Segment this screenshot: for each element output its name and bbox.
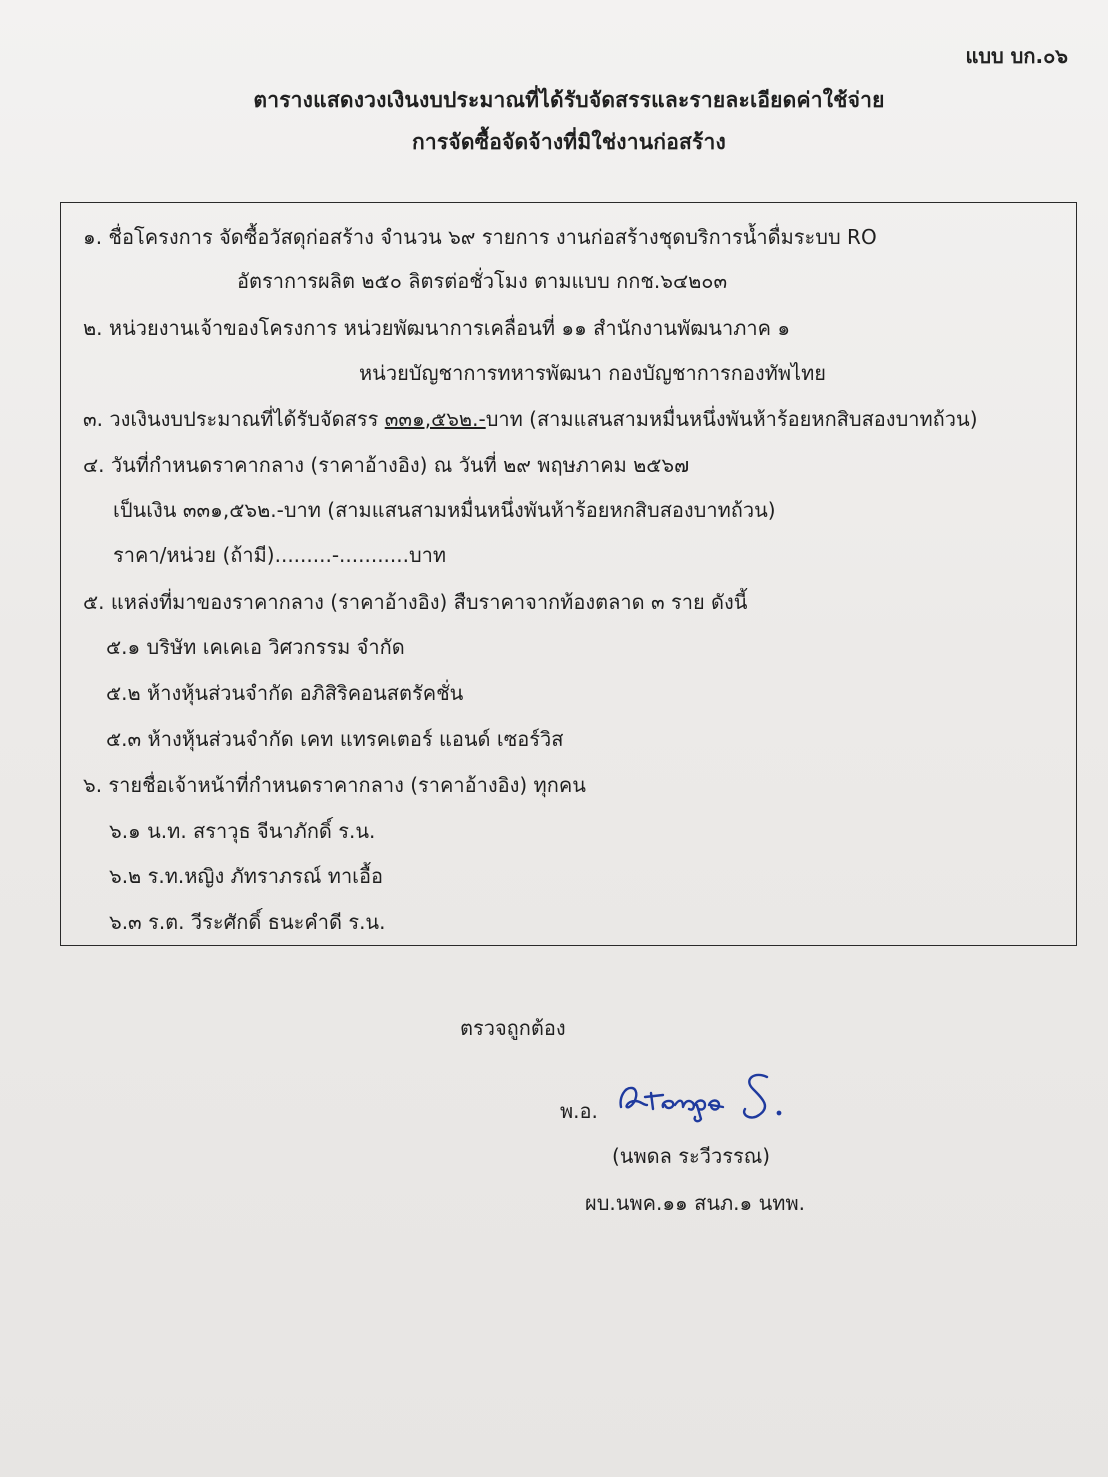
median-price-amount-line: เป็นเงิน ๓๓๑,๕๖๒.-บาท (สามแสนสามหมื่นหนึ่งพันห้าร้อยหกสิบสองบาทถ้วน): [113, 498, 776, 522]
project-name-line-1: ๑. ชื่อโครงการ จัดซื้อวัสดุก่อสร้าง จำนวน ๖๙ รายการ งานก่อสร้างชุดบริการน้ำดื่มระบบ RO: [83, 225, 877, 249]
price-source-item: ๕.๓ ห้างหุ้นส่วนจำกัด เคท แทรคเตอร์ แอนด์ เซอร์วิส: [106, 727, 564, 751]
budget-label: ๓. วงเงินงบประมาณที่ได้รับจัดสรร: [83, 407, 385, 431]
certification-label: ตรวจถูกต้อง: [460, 1016, 566, 1040]
price-source-item: ๕.๑ บริษัท เคเคเอ วิศวกรรม จำกัด: [106, 635, 405, 659]
unit-price-line: ราคา/หน่วย (ถ้ามี).........-...........บาท: [113, 543, 447, 567]
median-price-date-line: ๔. วันที่กำหนดราคากลาง (ราคาอ้างอิง) ณ วันที่ ๒๙ พฤษภาคม ๒๕๖๗: [83, 453, 690, 477]
project-owner-line-2: หน่วยบัญชาการทหารพัฒนา กองบัญชาการกองทัพไทย: [359, 361, 827, 385]
officer-item: ๖.๓ ร.ต. วีระศักดิ์ ธนะคำดี ร.น.: [109, 910, 386, 934]
handwritten-signature: [615, 1067, 845, 1127]
signer-name: (นพดล ระวีวรรณ): [612, 1144, 771, 1168]
budget-line: [83, 403, 978, 435]
budget-amount: ๓๓๑,๕๖๒.-: [384, 407, 486, 431]
officer-item: ๖.๑ น.ท. สราวุธ จีนาภักดิ์ ร.น.: [109, 819, 376, 843]
form-code: แบบ บก.๐๖: [965, 44, 1068, 68]
document-title: ตารางแสดงวงเงินงบประมาณที่ได้รับจัดสรรและรายละเอียดค่าใช้จ่าย: [253, 88, 885, 112]
price-source-item: ๕.๒ ห้างหุ้นส่วนจำกัด อภิสิริคอนสตรัคชั่น: [106, 681, 464, 705]
project-name-line-2: อัตราการผลิต ๒๕๐ ลิตรต่อชั่วโมง ตามแบบ กกช.๖๔๒๐๓: [237, 269, 728, 293]
details-box: [60, 202, 1077, 946]
budget-words: บาท (สามแสนสามหมื่นหนึ่งพันห้าร้อยหกสิบสองบาทถ้วน): [485, 407, 978, 431]
signer-position: ผบ.นพค.๑๑ สนภ.๑ นทพ.: [585, 1191, 805, 1215]
signer-rank: พ.อ.: [560, 1099, 598, 1123]
price-source-heading: ๕. แหล่งที่มาของราคากลาง (ราคาอ้างอิง) สืบราคาจากท้องตลาด ๓ ราย ดังนี้: [83, 590, 748, 614]
document-subtitle: การจัดซื้อจัดจ้างที่มิใช่งานก่อสร้าง: [412, 130, 726, 154]
officers-heading: ๖. รายชื่อเจ้าหน้าที่กำหนดราคากลาง (ราคาอ้างอิง) ทุกคน: [83, 773, 586, 797]
project-owner-line-1: ๒. หน่วยงานเจ้าของโครงการ หน่วยพัฒนาการเคลื่อนที่ ๑๑ สำนักงานพัฒนาภาค ๑: [83, 316, 791, 340]
signature-row: [560, 1075, 820, 1135]
officer-item: ๖.๒ ร.ท.หญิง ภัทราภรณ์ ทาเอื้อ: [109, 864, 384, 888]
